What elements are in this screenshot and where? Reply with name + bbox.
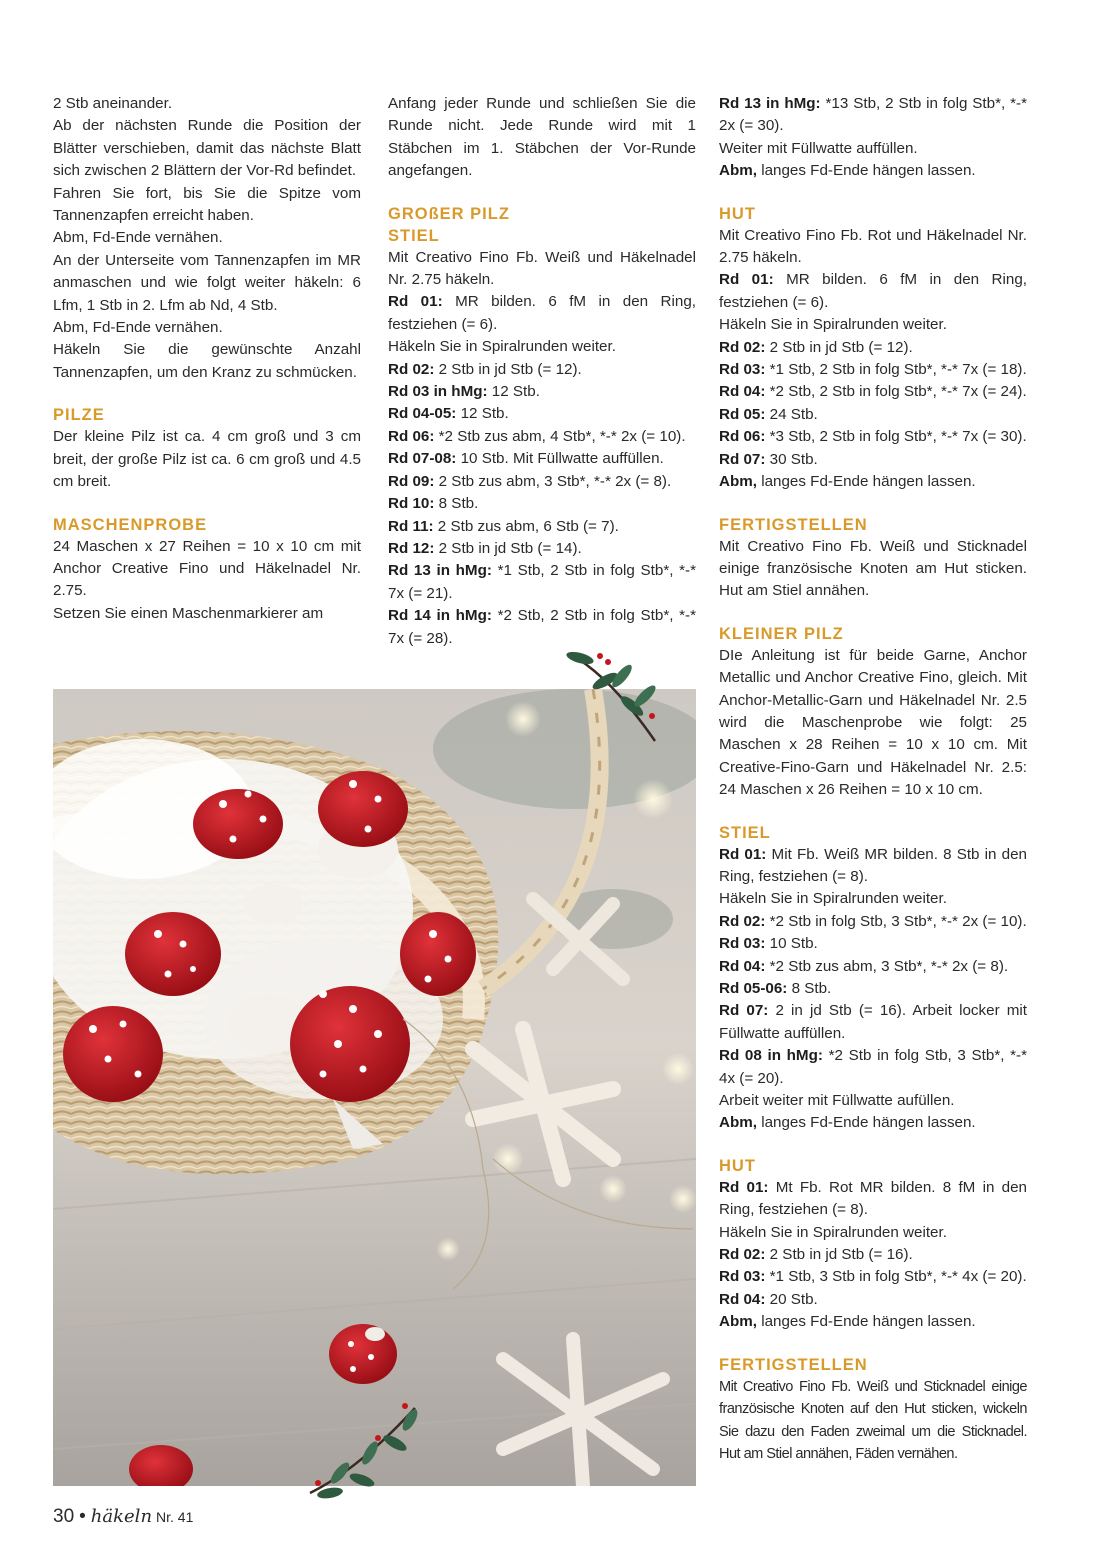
row-text: 20 Stb. [765,1290,818,1308]
row-text: langes Fd-Ende hängen lassen. [756,1313,976,1331]
row-text: *2 Stb zus abm, 3 Stb*, *-* 2x (= 8). [765,957,1009,975]
magazine-name: häkeln [90,1506,153,1527]
instruction-row [719,1266,1027,1288]
row-label: Rd 01: [719,1178,769,1196]
instruction-row [719,269,1027,314]
instruction-row [719,93,1027,138]
holly-sprig-icon [300,1398,430,1508]
row-label: Rd 08 in hMg: [719,1047,823,1065]
row-text: 10 Stb. [765,935,818,953]
paragraph: Mit Creativo Fino Fb. Weiß und Sticknadel einige französische Knoten auf den Hut sticken, wickeln Sie dazu den Faden zweimal um die Sticknadel. Hut am Stiel annähen, Fäden vernähen. [719,1378,1027,1462]
instruction-row [719,449,1027,471]
row-label: Rd 07: [719,450,766,468]
row-list [388,291,696,336]
section-heading-grosser-pilz: GROßER PILZ [388,204,510,223]
row-text: 12 Stb. [487,383,540,401]
footer-bullet: • [79,1506,86,1527]
mushroom-small-1 [329,1324,397,1384]
row-list [719,844,1027,889]
row-text: 24 Stb. [765,405,818,423]
section-heading-fertigstellen: FERTIGSTELLEN [719,515,868,534]
paragraph: Häkeln Sie in Spiralrunden weiter. [719,1223,947,1241]
paragraph: Ab der nächsten Runde die Position der Blätter verschieben, damit das nächste Blatt sich zwischen 2 Blättern der Vor-Rd befindet. [53,117,361,180]
row-text: 2 Stb in jd Stb (= 16). [765,1246,913,1264]
row-label: Rd 05-06: [719,980,788,997]
row-text: langes Fd-Ende hängen lassen. [756,162,976,180]
row-text: MR bilden. 6 fM in den Ring, festziehen (= 6). [388,293,697,333]
instruction-row [388,471,696,493]
row-text: 30 Stb. [765,450,818,468]
row-label: Rd 04: [719,383,766,401]
row-label: Rd 01: [388,293,443,311]
instruction-row [719,337,1027,359]
paragraph: Häkeln Sie in Spiralrunden weiter. [719,890,947,908]
row-text: 12 Stb. [456,405,509,423]
text-column-3 [719,93,1027,1465]
row-list [719,1244,1027,1311]
row-label: Rd 03: [719,361,766,379]
paragraph: Fahren Sie fort, bis Sie die Spitze vom Tannenzapfen erreicht haben. [53,184,361,225]
instruction-row [719,426,1027,448]
paragraph: Setzen Sie einen Maschenmarkierer am [53,604,324,622]
row-text: *2 Stb, 2 Stb in folg Stb*, *-* 7x (= 24). [765,383,1027,401]
instruction-row [388,516,696,538]
instruction-row [719,1000,1027,1045]
row-label: Rd 06: [719,428,766,446]
issue-number: Nr. 41 [156,1509,194,1525]
instruction-row [719,911,1027,933]
subheading-stiel: STIEL [719,823,771,842]
row-text: Mit Fb. Weiß MR bilden. 8 Stb in den Ring, festziehen (= 8). [719,845,1027,885]
page-number: 30 [53,1506,75,1527]
paragraph: Arbeit weiter mit Füllwatte aufüllen. [719,1092,955,1110]
row-text: *3 Stb, 2 Stb in folg Stb*, *-* 7x (= 30). [765,428,1027,446]
paragraph: 2 Stb aneinander. [53,95,173,112]
row-text: 2 Stb in jd Stb (= 12). [765,338,913,356]
paragraph: Weiter mit Füllwatte auffüllen. [719,139,918,157]
row-label: Rd 13 in hMg: [388,562,492,580]
row-label: Rd 05: [719,405,766,423]
instruction-row [719,381,1027,403]
row-label: Rd 07: [719,1002,769,1020]
row-label: Rd 06: [388,427,435,445]
instruction-row [388,291,696,336]
row-text: *2 Stb in folg Stb, 3 Stb*, *-* 4x (= 20). [719,1047,1028,1087]
section-heading-hut: HUT [719,1156,756,1175]
row-list [719,337,1027,471]
paragraph: Abm, Fd-Ende vernähen. [53,319,223,337]
instruction-row [719,404,1027,426]
row-text: 8 Stb. [787,980,832,997]
row-text: *2 Stb in folg Stb, 3 Stb*, *-* 2x (= 10). [765,912,1027,930]
holly-sprig-icon [560,646,670,746]
instruction-row [388,426,696,448]
instruction-row [719,1311,1027,1333]
instruction-row [719,160,1027,182]
section-heading-fertigstellen: FERTIGSTELLEN [719,1355,868,1374]
row-text: 2 Stb in jd Stb (= 12). [434,360,582,378]
text-column-1 [53,93,361,625]
instruction-row [388,560,696,605]
row-list [719,1177,1027,1222]
row-text: 2 Stb in jd Stb (= 14). [434,539,582,557]
row-label: Rd 14 in hMg: [388,607,492,625]
row-label: Rd 02: [388,360,435,378]
section-heading-kleiner-pilz: KLEINER PILZ [719,624,844,643]
instruction-row [719,1112,1027,1134]
row-label: Rd 03: [719,1268,766,1286]
instruction-row [388,605,696,650]
row-label: Rd 12: [388,539,435,557]
instruction-row [388,538,696,560]
row-label: Rd 01: [719,271,774,289]
row-label: Rd 02: [719,338,766,356]
row-label: Abm, [719,473,757,491]
instruction-row [388,493,696,515]
row-label: Rd 02: [719,912,766,930]
subheading-stiel: STIEL [388,226,440,245]
paragraph: Der kleine Pilz ist ca. 4 cm groß und 3 cm breit, der große Pilz ist ca. 6 cm groß und 4.5 cm breit. [53,428,361,491]
row-label: Abm, [719,162,757,180]
paragraph: Abm, Fd-Ende vernähen. [53,229,223,247]
row-label: Rd 04-05: [388,405,457,423]
row-label: Rd 03: [719,935,766,953]
instruction-row [719,978,1027,1000]
paragraph: An der Unterseite vom Tannenzapfen im MR anmaschen und wie folgt weiter häkeln: 6 Lfm, 1 Stb in 2. Lfm ab Nd, 4 Stb. [53,251,361,314]
section-heading-hut: HUT [719,204,756,223]
row-label: Abm, [719,1313,757,1331]
row-label: Rd 09: [388,472,435,490]
row-text: 2 Stb zus abm, 3 Stb*, *-* 2x (= 8). [434,472,672,490]
instruction-row [719,359,1027,381]
instruction-row [719,956,1027,978]
row-text: langes Fd-Ende hängen lassen. [756,473,976,491]
row-text: MR bilden. 6 fM in den Ring, festziehen (= 6). [719,271,1028,311]
row-text: 10 Stb. Mit Füllwatte auffüllen. [456,450,664,468]
section-heading-pilze: PILZE [53,406,105,425]
row-text: langes Fd-Ende hängen lassen. [756,1114,976,1132]
row-label: Rd 02: [719,1246,766,1264]
paragraph: Mit Creativo Fino Fb. Rot und Häkelnadel Nr. 2.75 häkeln. [719,226,1027,267]
row-label: Abm, [719,1114,757,1132]
row-text: *2 Stb, 2 Stb in folg Stb*, *-* 7x (= 28). [388,607,697,647]
row-text: *1 Stb, 3 Stb in folg Stb*, *-* 4x (= 20). [765,1268,1027,1286]
paragraph: Mit Creativo Fino Fb. Weiß und Häkelnadel Nr. 2.75 häkeln. [388,248,696,289]
row-text: 2 Stb zus abm, 6 Stb (= 7). [433,517,619,535]
mushroom-large-3 [125,912,221,996]
instruction-row [388,448,696,470]
row-text: 8 Stb. [434,495,479,513]
instruction-row [719,933,1027,955]
page-footer [53,1505,193,1529]
row-label: Rd 07-08: [388,450,457,468]
row-text: *2 Stb zus abm, 4 Stb*, *-* 2x (= 10). [434,427,686,445]
row-label: Rd 04: [719,1290,766,1308]
instruction-row [719,1045,1027,1090]
section-heading-maschenprobe: MASCHENPROBE [53,515,208,534]
row-label: Rd 03 in hMg: [388,383,488,401]
instruction-row [719,1289,1027,1311]
paragraph: Häkeln Sie in Spiralrunden weiter. [719,316,947,334]
row-text: *1 Stb, 2 Stb in folg Stb*, *-* 7x (= 21). [388,562,697,602]
row-label: Rd 13 in hMg: [719,95,821,112]
row-text: *1 Stb, 2 Stb in folg Stb*, *-* 7x (= 18). [765,361,1027,379]
instruction-row [719,844,1027,889]
row-text: Mt Fb. Rot MR bilden. 8 fM in den Ring, festziehen (= 8). [719,1178,1027,1219]
row-label: Rd 04: [719,957,766,975]
paragraph: DIe Anleitung ist für beide Garne, Anchor Metallic und Anchor Creative Fino, gleich. Mit Anchor-Metallic-Garn und Häkelnadel Nr. 2.5 wird die Maschenprobe wie folgt: 25 Maschen x 28 Reihen = 10 x 10 cm. Mit Creative-Fino-Garn und Häkelnadel Nr. 2.5: 24 Maschen x 26 Reihen = 10 x 10 cm. [719,646,1027,799]
instruction-row [388,359,696,381]
row-list [719,911,1027,1090]
instruction-row [388,381,696,403]
paragraph: Mit Creativo Fino Fb. Weiß und Sticknadel einige französische Knoten am Hut sticken. Hut am Stiel annähen. [719,537,1027,600]
row-label: Rd 10: [388,495,435,513]
mushroom-basket-photo [53,689,696,1486]
row-text: *13 Stb, 2 Stb in folg Stb*, *-* 2x (= 30). [719,95,1027,135]
paragraph: Häkeln Sie in Spiralrunden weiter. [388,338,616,356]
row-label: Rd 01: [719,845,767,863]
paragraph: Häkeln Sie die gewünschte Anzahl Tannenzapfen, um den Kranz zu schmücken. [53,341,361,381]
row-text: 2 in jd Stb (= 16). Arbeit locker mit Füllwatte auffüllen. [719,1002,1027,1042]
paragraph: 24 Maschen x 27 Reihen = 10 x 10 cm mit Anchor Creative Fino und Häkelnadel Nr. 2.75. [53,537,361,600]
row-label: Rd 11: [388,517,434,535]
row-list [388,359,696,650]
text-column-2 [388,93,696,650]
mushroom-large-5 [63,1006,163,1102]
paragraph: Anfang jeder Runde und schließen Sie die Runde nicht. Jede Runde wird mit 1 Stäbchen im 1. Stäbchen der Vor-Runde angefangen. [388,95,696,180]
instruction-row [719,471,1027,493]
instruction-row [719,1244,1027,1266]
mushroom-large-4 [400,912,476,996]
instruction-row [719,1177,1027,1222]
instruction-row [388,403,696,425]
